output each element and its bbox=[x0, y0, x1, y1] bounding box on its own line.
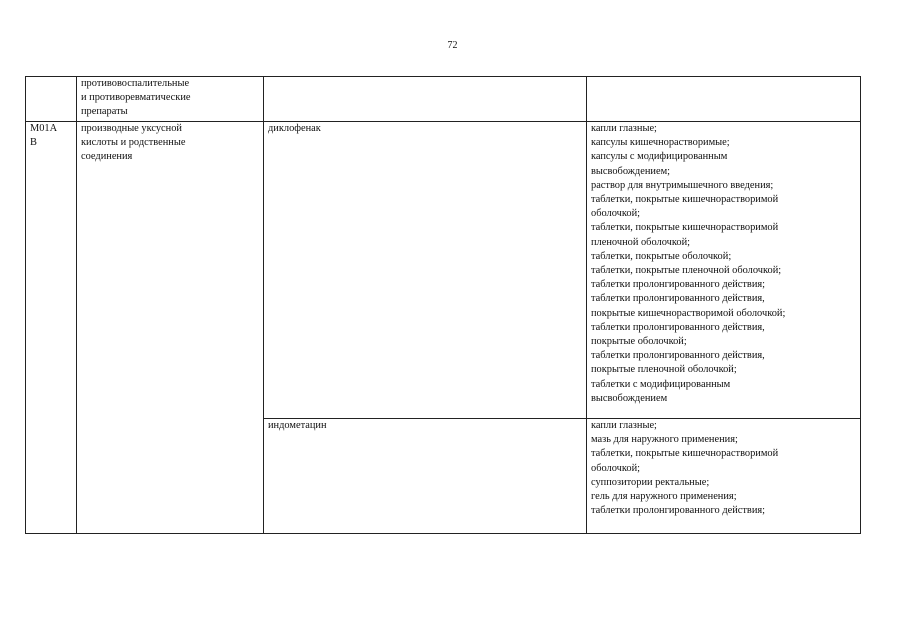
dosage-form-line: таблетки пролонгированного действия; bbox=[591, 279, 766, 291]
drug-name-cell bbox=[264, 77, 587, 122]
group-name-line: и противоревматические bbox=[81, 92, 191, 104]
table-row-diclofenac bbox=[26, 122, 861, 419]
dosage-form-line: оболочкой; bbox=[591, 462, 641, 474]
atc-code-cell bbox=[26, 122, 77, 534]
dosage-form-line: таблетки, покрытые оболочкой; bbox=[591, 250, 732, 262]
dosage-form-line: суппозитории ректальные; bbox=[591, 476, 710, 488]
group-name-line: препараты bbox=[81, 106, 128, 118]
dosage-form-line: мазь для наружного применения; bbox=[591, 434, 738, 446]
dosage-form-line: таблетки, покрытые пленочной оболочкой; bbox=[591, 265, 782, 277]
dosage-form-line: капли глазные; bbox=[591, 123, 657, 134]
dosage-form-line: раствор для внутримышечного введения; bbox=[591, 179, 774, 191]
atc-code-line: М01А bbox=[30, 123, 58, 134]
dosage-forms-cell bbox=[587, 122, 861, 419]
dosage-form-line: пленочной оболочкой; bbox=[591, 236, 691, 248]
dosage-form-line: высвобождением bbox=[591, 392, 668, 404]
dosage-form-line: гель для наружного применения; bbox=[591, 491, 737, 503]
drug-table bbox=[25, 76, 861, 534]
dosage-form-line: покрытые пленочной оболочкой; bbox=[591, 364, 737, 376]
dosage-form-line: таблетки с модифицированным bbox=[591, 378, 731, 390]
dosage-form-line: таблетки, покрытые кишечнорастворимой bbox=[591, 194, 779, 206]
table-row-header bbox=[26, 77, 861, 122]
dosage-form-line: таблетки пролонгированного действия, bbox=[591, 350, 765, 362]
group-name-line: соединения bbox=[81, 151, 133, 163]
dosage-form-line: таблетки, покрытые кишечнорастворимой bbox=[591, 448, 779, 460]
dosage-form-line: оболочкой; bbox=[591, 208, 641, 220]
drug-name-cell bbox=[264, 122, 587, 419]
drug-name: диклофенак bbox=[268, 123, 321, 134]
dosage-form-line: капсулы кишечнорастворимые; bbox=[591, 137, 730, 149]
atc-group-cell bbox=[77, 77, 264, 122]
group-name-line: противовоспалительные bbox=[81, 78, 190, 89]
dosage-form-line: таблетки пролонгированного действия, bbox=[591, 293, 765, 305]
atc-code-cell bbox=[26, 77, 77, 122]
drug-name-cell bbox=[264, 419, 587, 534]
group-name-line: производные уксусной bbox=[81, 123, 182, 134]
dosage-form-line: высвобождением; bbox=[591, 165, 671, 177]
atc-group-cell bbox=[77, 122, 264, 534]
dosage-forms-cell bbox=[587, 419, 861, 534]
dosage-form-line: таблетки пролонгированного действия; bbox=[591, 505, 766, 517]
atc-code-line: В bbox=[30, 137, 37, 149]
dosage-forms-cell bbox=[587, 77, 861, 122]
page-number: 72 bbox=[447, 40, 458, 51]
dosage-form-line: покрытые оболочкой; bbox=[591, 336, 687, 348]
dosage-form-line: покрытые кишечнорастворимой оболочкой; bbox=[591, 307, 786, 319]
dosage-form-line: таблетки пролонгированного действия, bbox=[591, 321, 765, 333]
group-name-line: кислоты и родственные bbox=[81, 137, 186, 149]
dosage-form-line: капсулы с модифицированным bbox=[591, 151, 728, 163]
drug-name: индометацин bbox=[268, 420, 327, 431]
dosage-form-line: капли глазные; bbox=[591, 420, 657, 431]
dosage-form-line: таблетки, покрытые кишечнорастворимой bbox=[591, 222, 779, 234]
